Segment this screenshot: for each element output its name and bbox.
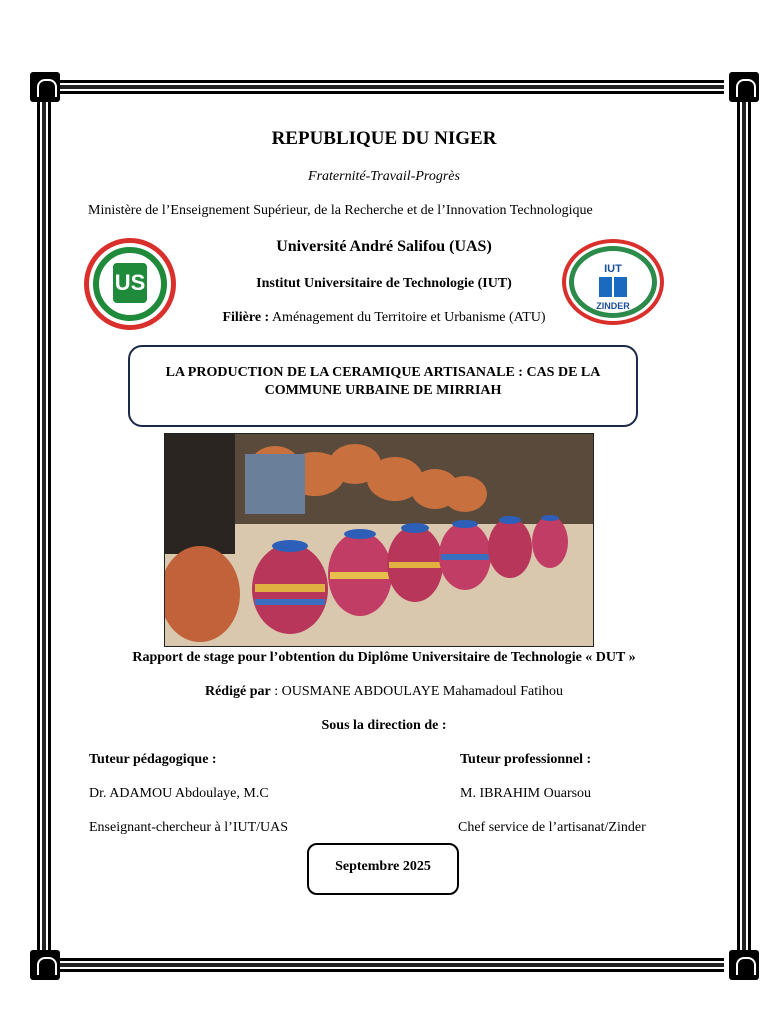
professional-tutor-role: Chef service de l’artisanat/Zinder	[458, 820, 646, 835]
direction-heading: Sous la direction de :	[321, 718, 447, 733]
national-motto: Fraternité-Travail-Progrès	[308, 169, 460, 184]
report-title-line-1: LA PRODUCTION DE LA CERAMIQUE ARTISANALE : CAS DE LA	[165, 365, 601, 380]
report-title-line-2: COMMUNE URBAINE DE MIRRIAH	[264, 383, 502, 398]
professional-tutor-name: M. IBRAHIM Ouarsou	[460, 786, 592, 801]
frame-corner-top-right	[729, 72, 759, 102]
institute-name: Institut Universitaire de Technologie (IUT)	[256, 276, 512, 291]
frame-left-border	[37, 86, 51, 966]
university-name: Université André Salifou (UAS)	[276, 238, 492, 255]
uas-university-logo	[84, 238, 176, 330]
academic-tutor-name: Dr. ADAMOU Abdoulaye, M.C	[89, 786, 269, 801]
frame-corner-top-left	[30, 72, 60, 102]
iut-logo-city: ZINDER	[596, 301, 630, 311]
report-purpose: Rapport de stage pour l’obtention du Diplôme Universitaire de Technologie « DUT »	[132, 650, 636, 665]
frame-corner-bottom-right	[729, 950, 759, 980]
academic-tutor-label: Tuteur pédagogique :	[89, 752, 217, 767]
pottery-illustration	[165, 434, 594, 647]
filiere-value: Aménagement du Territoire et Urbanisme (ATU)	[269, 310, 546, 325]
professional-tutor-label: Tuteur professionnel :	[460, 752, 592, 767]
ministry-name: Ministère de l’Enseignement Supérieur, de la Recherche et de l’Innovation Technologique	[88, 203, 593, 218]
academic-tutor-role: Enseignant-chercheur à l’IUT/UAS	[89, 820, 289, 835]
report-date: Septembre 2025	[307, 843, 459, 895]
country-title: REPUBLIQUE DU NIGER	[271, 128, 497, 149]
report-title-box	[128, 345, 638, 427]
frame-corner-bottom-left	[30, 950, 60, 980]
author-name: : OUSMANE ABDOULAYE Mahamadoul Fatihou	[270, 684, 564, 699]
author-line	[0, 684, 768, 700]
frame-bottom-border	[44, 958, 724, 972]
frame-right-border	[737, 86, 751, 966]
iut-zinder-logo	[562, 239, 664, 325]
filiere-label: Filière :	[222, 310, 270, 325]
book-icon	[599, 277, 627, 297]
iut-logo-text: IUT	[604, 263, 622, 275]
uas-logo-mark: US	[113, 263, 147, 303]
author-label: Rédigé par	[204, 684, 271, 699]
frame-top-border	[44, 80, 724, 94]
ceramic-pottery-photo	[164, 433, 594, 647]
